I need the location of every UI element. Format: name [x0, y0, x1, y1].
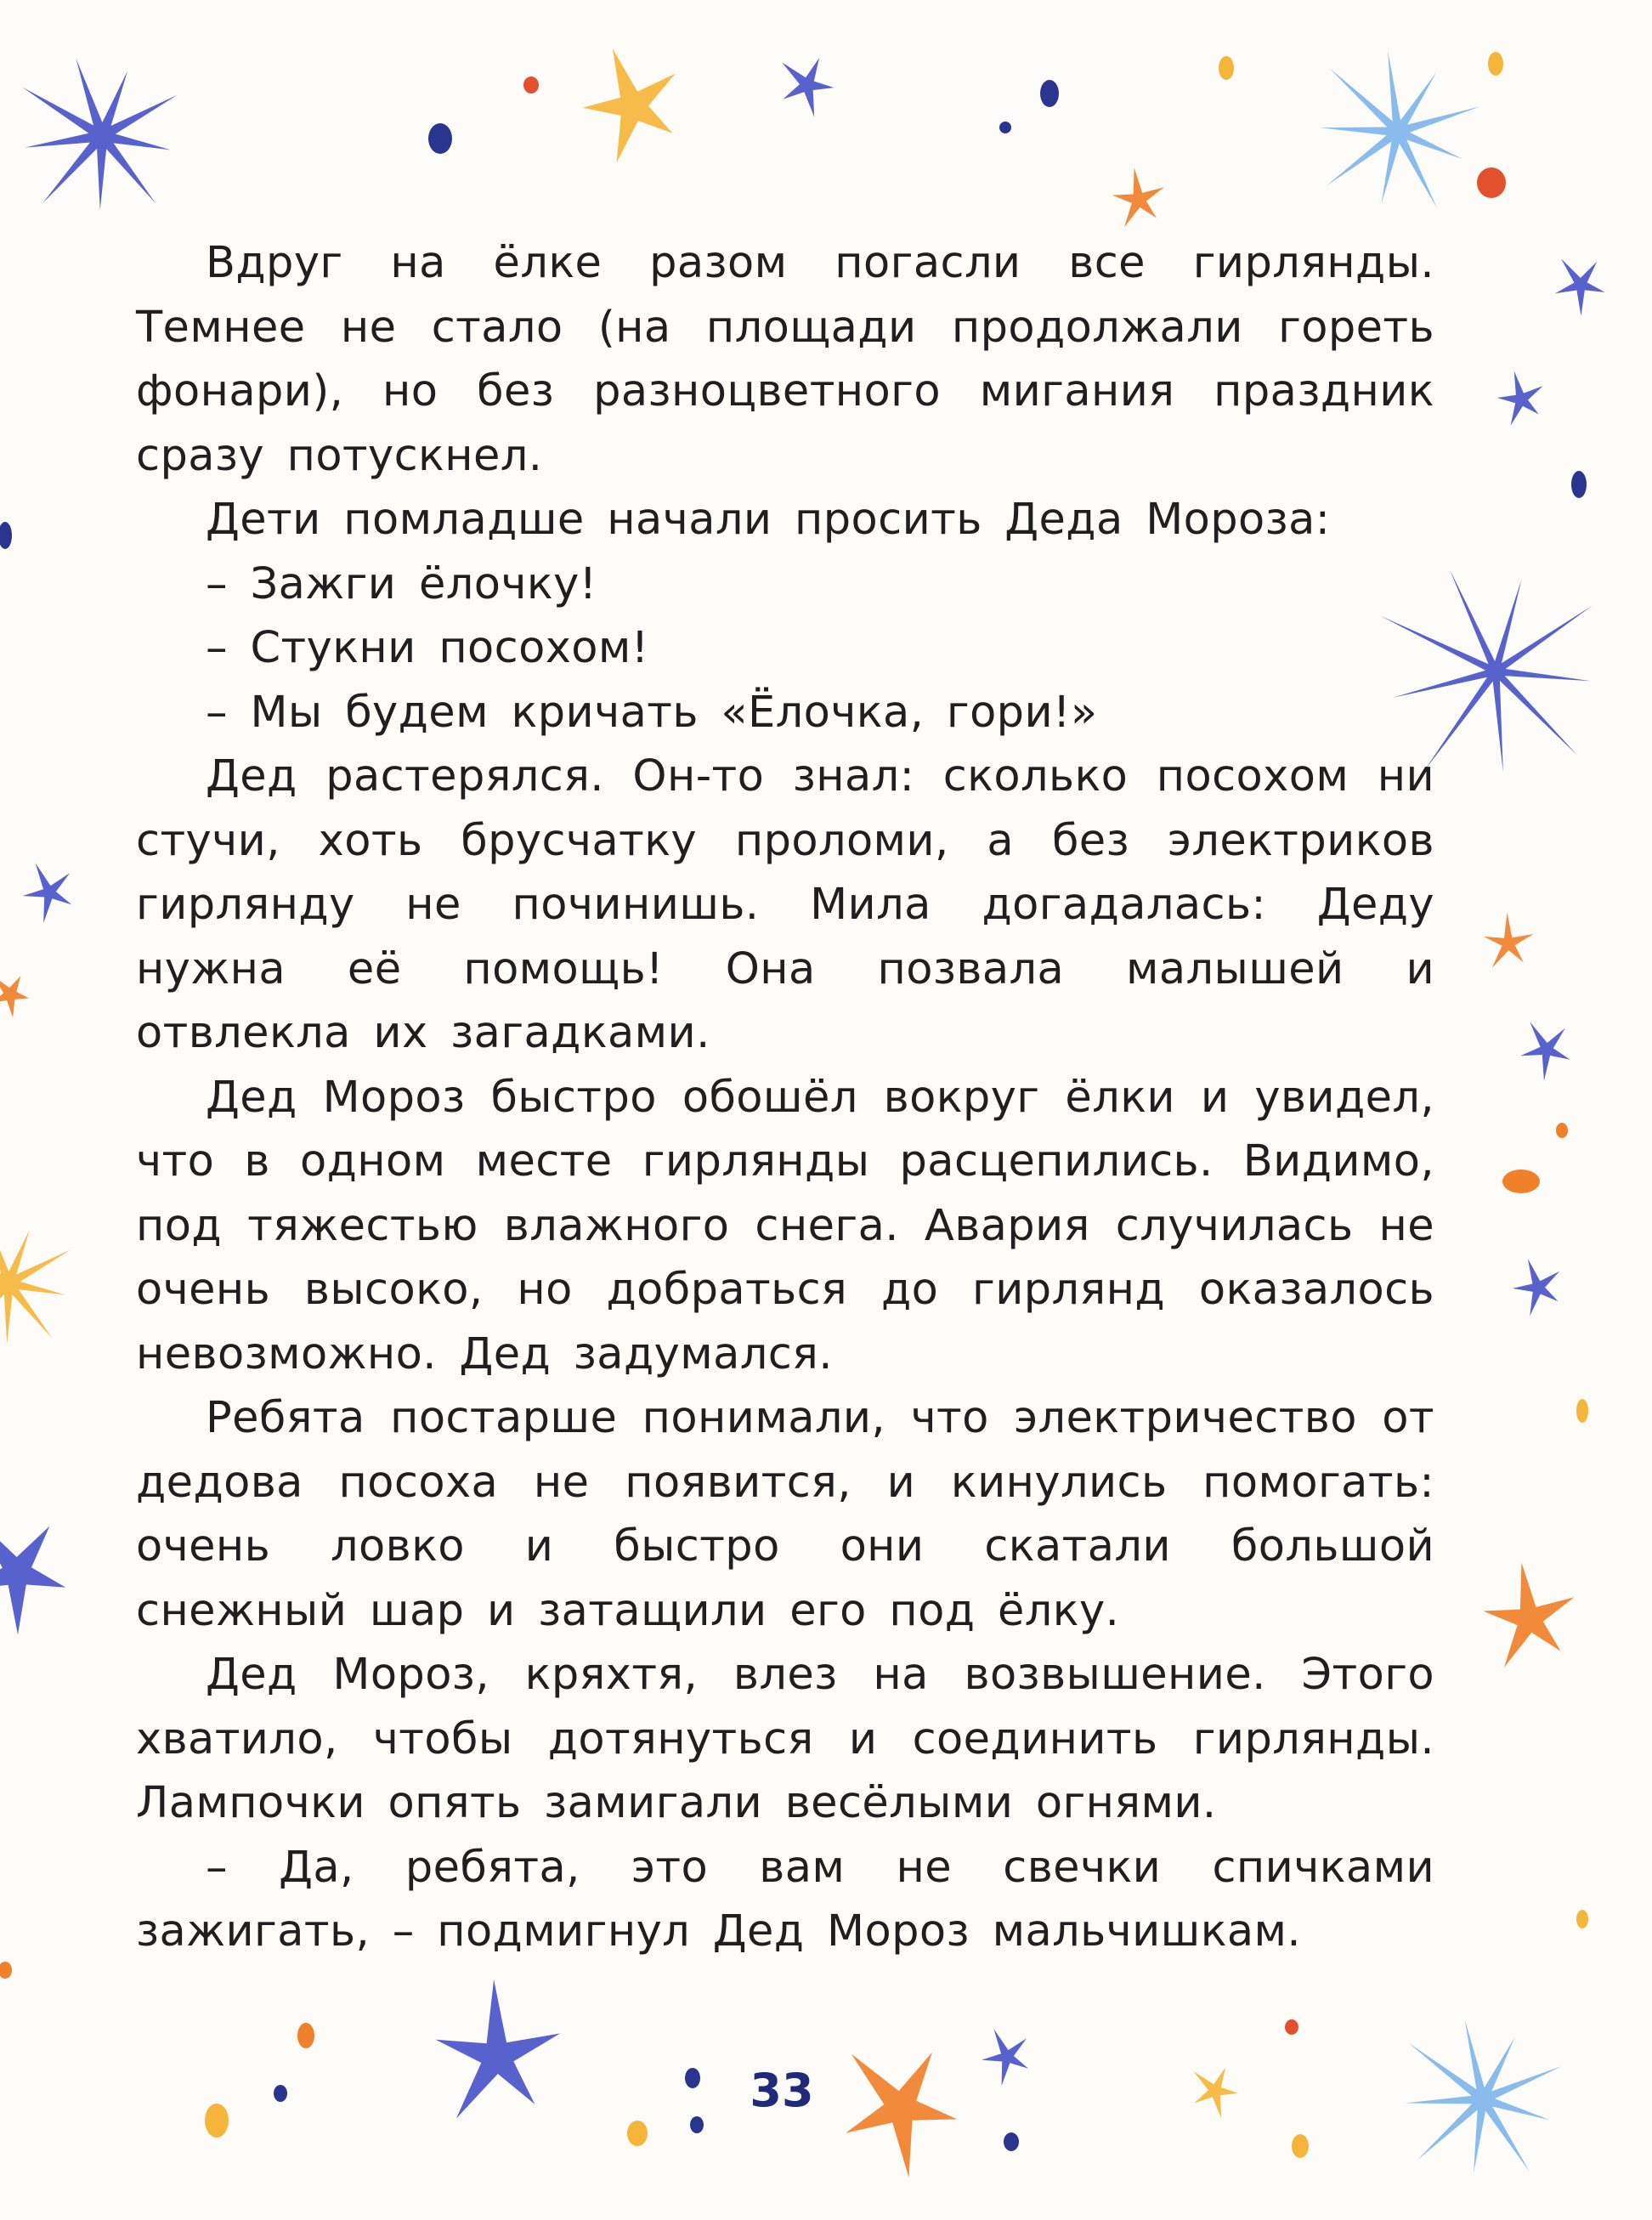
- dot-icon: [1571, 471, 1587, 498]
- dot-icon: [1576, 1399, 1588, 1423]
- dialogue-line-3: – Мы будем кричать «Ёлочка, гори!»: [206, 687, 1098, 738]
- dot-icon: [0, 1962, 12, 1979]
- star-icon: [0, 976, 29, 1017]
- dot-icon: [1488, 52, 1503, 76]
- star-icon: [436, 1979, 561, 2119]
- dot-icon: [1219, 56, 1234, 80]
- star-icon: [782, 58, 834, 117]
- paragraph-6: Дед Мороз, кряхтя, влез на возвышение. Этого хватило, чтобы дотянуться и соединить гирлянды. Лампочки опять замигали весёлыми огнями.: [136, 1650, 1434, 1828]
- paragraph-2: Дети помладше начали просить Деда Мороза:: [206, 495, 1331, 545]
- star-icon: [1321, 51, 1480, 208]
- star-icon: [0, 1521, 65, 1635]
- star-icon: [1520, 1022, 1570, 1080]
- dot-icon: [1576, 1910, 1588, 1928]
- star-icon: [22, 59, 177, 210]
- page-number: 33: [750, 2064, 814, 2117]
- star-icon: [1555, 258, 1605, 315]
- dot-icon: [205, 2104, 229, 2138]
- dot-icon: [274, 2085, 287, 2102]
- dialogue-line-1: – Зажги ёлочку!: [206, 558, 597, 609]
- star-icon: [982, 2029, 1028, 2086]
- dot-icon: [0, 522, 12, 549]
- star-icon: [1483, 1563, 1574, 1668]
- dot-icon: [428, 123, 452, 154]
- dot-icon: [1292, 2134, 1309, 2158]
- star-icon: [1112, 167, 1164, 227]
- paragraph-5: Ребята постарше понимали, что электричество от дедова посоха не появится, и кинулись помогать: очень ловко и быстро они скатали большой снежный шар и затащили его под ёлку.: [136, 1393, 1434, 1636]
- dialogue-line-2: – Стукни посохом!: [206, 623, 649, 673]
- star-icon: [1497, 371, 1543, 426]
- paragraph-3: Дед растерялся. Он-то знал: сколько посохом ни стучи, хоть брусчатку проломи, а без электриков гирлянду не починишь. Мила догадалась: Деду нужна её помощь! Она позвала малышей и отвлекла их загадками.: [136, 751, 1434, 1058]
- paragraph-4: Дед Мороз быстро обошёл вокруг ёлки и увидел, что в одном месте гирлянды расцепились. Видимо, под тяжестью влажного снега. Авария случилась не очень высоко, но добраться до гирлянд оказалось невозможно. Дед задумался.: [136, 1072, 1434, 1379]
- dot-icon: [1040, 80, 1059, 107]
- dialogue-line-4: – Да, ребята, это вам не свечки спичками зажигать, – подмигнул Дед Мороз мальчишкам.: [136, 1842, 1434, 1957]
- dot-icon: [1004, 2132, 1019, 2151]
- star-icon: [1193, 2068, 1238, 2119]
- star-icon: [583, 48, 676, 162]
- dot-icon: [297, 2023, 314, 2048]
- star-icon: [1513, 1259, 1559, 1317]
- star-icon: [846, 2053, 957, 2178]
- dot-icon: [690, 2116, 704, 2133]
- paragraph-1: Вдруг на ёлке разом погасли все гирлянды. Темнее не стало (на площади продолжали гореть фонари), но без разноцветного мигания праздник сразу потускнел.: [136, 238, 1434, 481]
- dot-icon: [1285, 2019, 1298, 2035]
- star-icon: [1484, 913, 1534, 968]
- star-icon: [1405, 2019, 1562, 2172]
- dot-icon: [1556, 1123, 1568, 1138]
- story-text: [136, 231, 1434, 1964]
- dot-icon: [1502, 1169, 1540, 1193]
- dot-icon: [627, 2121, 648, 2146]
- dot-icon: [999, 122, 1011, 133]
- dot-icon: [1477, 167, 1506, 198]
- star-icon: [23, 863, 72, 923]
- star-icon: [0, 1220, 71, 1344]
- dot-icon: [685, 2068, 700, 2088]
- dot-icon: [523, 76, 539, 93]
